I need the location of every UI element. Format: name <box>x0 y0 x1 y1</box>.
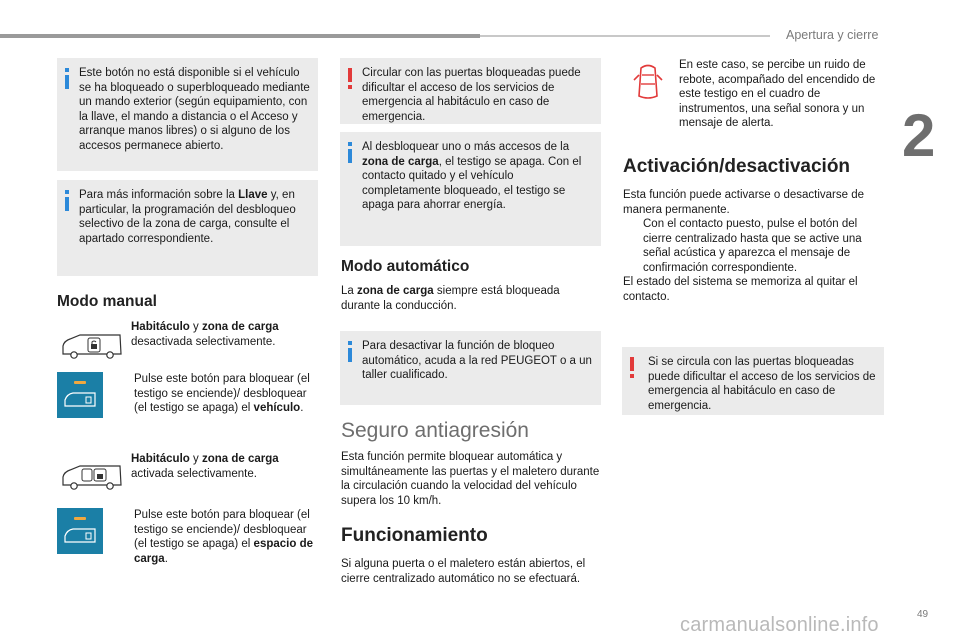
info-note-3 <box>340 132 601 246</box>
funcionamiento-text: Si alguna puerta o el maletero están abiertos, el cierre centralizado automático no se efectuará. <box>341 558 586 585</box>
door-warning-text: En este caso, se percibe un ruido de rebote, acompañado del encendido de este testigo en el cuadro de instrumentos, una señal sonora y un mensaje de alerta. <box>679 59 876 130</box>
info-note-1-text: Este botón no está disponible si el vehículo se ha bloqueado o superbloqueado mediante un mando exterior (según equipamiento, con la llave, el mando a distancia o el Acceso y arranque manos libres) o si alguno de los accesos permanece abierto. <box>79 67 310 152</box>
watermark: carmanualsonline.info <box>680 614 879 636</box>
info-note-4-text: Para desactivar la función de bloqueo automático, acuda a la red PEUGEOT o a un taller cualificado. <box>362 340 592 382</box>
door-open-warning-icon <box>633 62 663 102</box>
activacion-bullet: Con el contacto puesto, pulse el botón del cierre centralizado hasta que se active una señal acústica y aparezca el mensaje de confirmación correspondiente. <box>643 218 862 274</box>
info-note-1 <box>57 58 318 171</box>
central-lock-button-icon <box>57 372 103 418</box>
header-rule-light <box>480 35 770 37</box>
info-note-2 <box>57 180 318 276</box>
step-2: Pulse este botón para bloquear (el testigo se enciende)/ desbloquear (el testigo se apaga) el espacio de carga. <box>134 509 313 565</box>
heading-modo-automatico: Modo automático <box>341 258 470 275</box>
auto-text: La zona de carga siempre está bloqueada durante la conducción. <box>341 285 560 312</box>
van-1-caption: Habitáculo y zona de carga desactivada selectivamente. <box>131 321 279 348</box>
activacion-text-2: El estado del sistema se memoriza al quitar el contacto. <box>623 276 858 303</box>
warning-note-2 <box>622 347 884 415</box>
van-2-caption: Habitáculo y zona de carga activada selectivamente. <box>131 453 279 480</box>
heading-seguro-antiagresion: Seguro antiagresión <box>341 419 529 442</box>
info-note-4 <box>340 331 601 405</box>
van-cargo-locked-icon <box>60 463 124 491</box>
info-note-2-text: Para más información sobre la Llave y, en particular, la programación del desbloqueo selectivo de la zona de carga, consulte el apartado correspondiente. <box>79 189 296 245</box>
page-number: 49 <box>917 609 929 620</box>
chapter-number: 2 <box>902 102 936 169</box>
section-title: Apertura y cierre <box>786 28 879 42</box>
cargo-lock-button-icon <box>57 508 103 554</box>
info-note-3-text: Al desbloquear uno o más accesos de la zona de carga, el testigo se apaga. Con el contacto quitado y el vehículo completamente bloqueado, el testigo se apaga para ahorrar energía. <box>362 141 582 212</box>
warning-note-2-text: Si se circula con las puertas bloqueadas puede dificultar el acceso de los servicios de emergencia al habitáculo en caso de emergencia. <box>648 356 876 412</box>
warning-note-1-text: Circular con las puertas bloqueadas puede dificultar el acceso de los servicios de emergencia al habitáculo en caso de emergencia. <box>362 67 581 123</box>
heading-funcionamiento: Funcionamiento <box>341 525 488 546</box>
heading-modo-manual: Modo manual <box>57 293 157 310</box>
van-unlocked-icon <box>60 332 124 360</box>
step-1: Pulse este botón para bloquear (el testigo se enciende)/ desbloquear (el testigo se apaga) el vehículo. <box>134 373 310 415</box>
activacion-text-1: Esta función puede activarse o desactivarse de manera permanente. <box>623 189 865 216</box>
heading-activacion: Activación/desactivación <box>623 156 851 177</box>
header-rule-dark <box>0 34 480 38</box>
warning-note-1 <box>340 58 601 124</box>
seguro-text: Esta función permite bloquear automática y simultáneamente las puertas y el maletero durante la circulación cuando la velocidad del vehículo supera los 10 km/h. <box>341 451 600 507</box>
